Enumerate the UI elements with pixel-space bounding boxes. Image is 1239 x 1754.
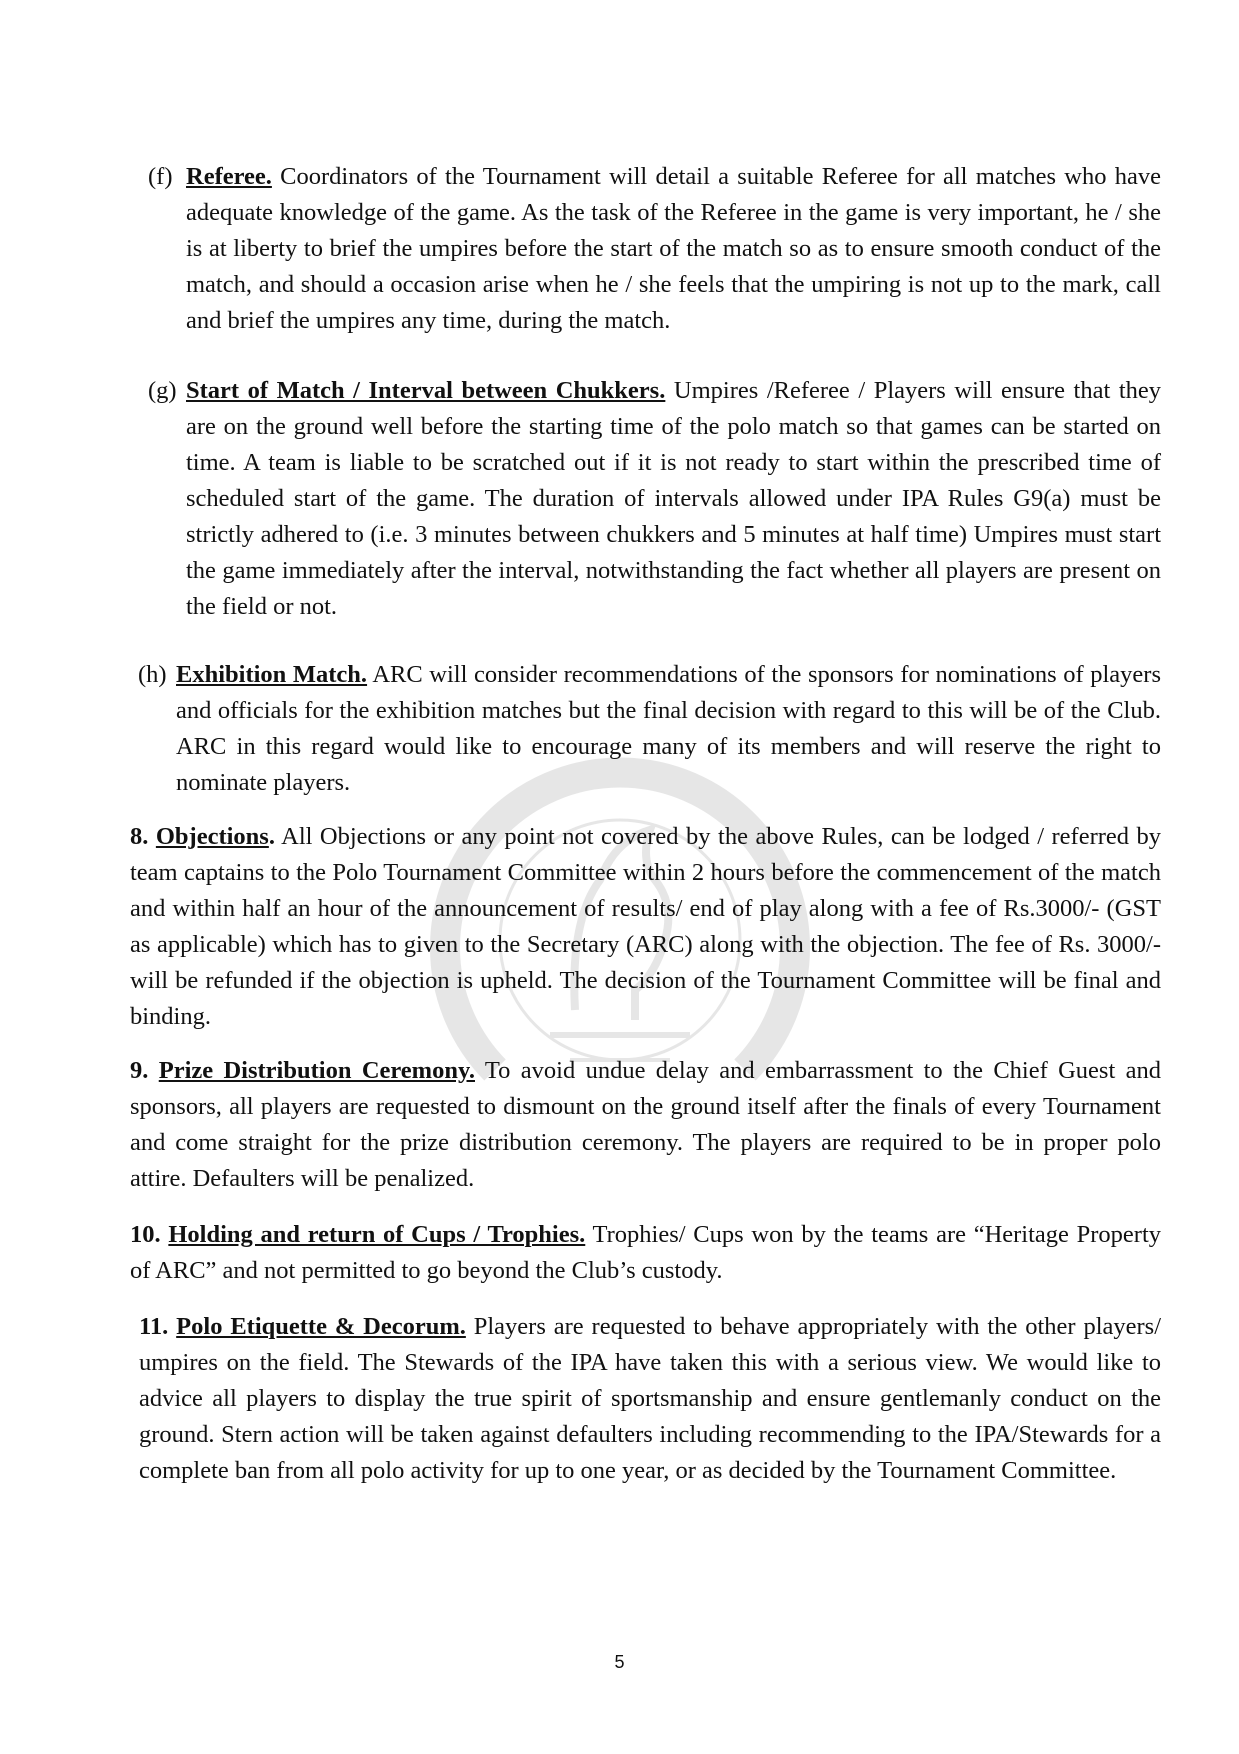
section-title: Polo Etiquette & Decorum. — [176, 1313, 466, 1340]
section-number: 10. — [130, 1221, 161, 1248]
section-title: Objections — [155, 823, 269, 850]
section-title: Referee. — [186, 163, 272, 190]
page-number: 5 — [614, 1652, 625, 1672]
section-body: To avoid undue delay and embarrassment to the Chief Guest and sponsors, all players are requested to dismount on the ground itself after the finals of every Tournament and come straight for the prize distribution ceremony. The players are required to be in proper polo attire. Defaulters will be penalized. — [130, 1057, 1162, 1192]
section-g-start-of-match — [148, 373, 1162, 625]
section-title: Exhibition Match. — [176, 661, 368, 688]
section-body: All Objections or any point not covered by the above Rules, can be lodged / referred by team captains to the Polo Tournament Committee within 2 hours before the commencement of the match and within half an hour of the announcement of results/ end of play along with a fee of Rs.3000/- (GST as applicable) which has to given to the Secretary (ARC) along with the objection. The fee of Rs. 3000/- will be refunded if the objection is upheld. The decision of the Tournament Committee will be final and binding. — [130, 823, 1162, 1030]
section-number: 11. — [139, 1313, 169, 1340]
section-body: Trophies/ Cups won by the teams are “Heritage Property of ARC” and not permitted to go beyond the Club’s custody. — [130, 1221, 1162, 1284]
section-label: (g) — [148, 377, 177, 404]
section-10-holding-trophies — [130, 1217, 1161, 1289]
section-title: Holding and return of Cups / Trophies. — [168, 1221, 586, 1248]
section-9-prize-distribution — [130, 1053, 1161, 1197]
section-number: 8. — [130, 823, 149, 850]
section-body: Umpires /Referee / Players will ensure that they are on the ground well before the starting time of the polo match so that games can be started on time. A team is liable to be scratched out if it is not ready to start within the prescribed time of scheduled start of the game. The duration of intervals allowed under IPA Rules G9(a) must be strictly adhered to (i.e. 3 minutes between chukkers and 5 minutes at half time) Umpires must start the game immediately after the interval, notwithstanding the fact whether all players are present on the field or not. — [186, 377, 1162, 620]
section-title: Prize Distribution Ceremony. — [158, 1057, 475, 1084]
section-body: ARC will consider recommendations of the sponsors for nominations of players and officials for the exhibition matches but the final decision with regard to this will be of the Club. ARC in this regard would like to encourage many of its members and will reserve the right to nominate players. — [176, 661, 1161, 796]
section-title: Start of Match / Interval between Chukkers. — [186, 377, 666, 404]
section-label: (f) — [148, 163, 173, 190]
section-f-referee — [148, 159, 1161, 339]
section-h-exhibition-match — [138, 657, 1161, 801]
section-label: (h) — [138, 661, 167, 688]
section-body: Players are requested to behave appropriately with the other players/ umpires on the field. The Stewards of the IPA have taken this with a serious view. We would like to advice all players to display the true spirit of sportsmanship and ensure gentlemanly conduct on the ground. Stern action will be taken against defaulters including recommending to the IPA/Stewards for a complete ban from all polo activity for up to one year, or as decided by the Tournament Committee. — [139, 1313, 1162, 1484]
section-title-period: . — [268, 823, 275, 850]
section-body: Coordinators of the Tournament will detail a suitable Referee for all matches who have adequate knowledge of the game. As the task of the Referee in the game is very important, he / she is at liberty to brief the umpires before the start of the match so as to ensure smooth conduct of the match, and should a occasion arise when he / she feels that the umpiring is not up to the mark, call and brief the umpires any time, during the match. — [186, 163, 1161, 334]
section-8-objections — [130, 819, 1161, 1035]
section-11-polo-etiquette — [139, 1309, 1161, 1489]
section-number: 9. — [130, 1057, 149, 1084]
